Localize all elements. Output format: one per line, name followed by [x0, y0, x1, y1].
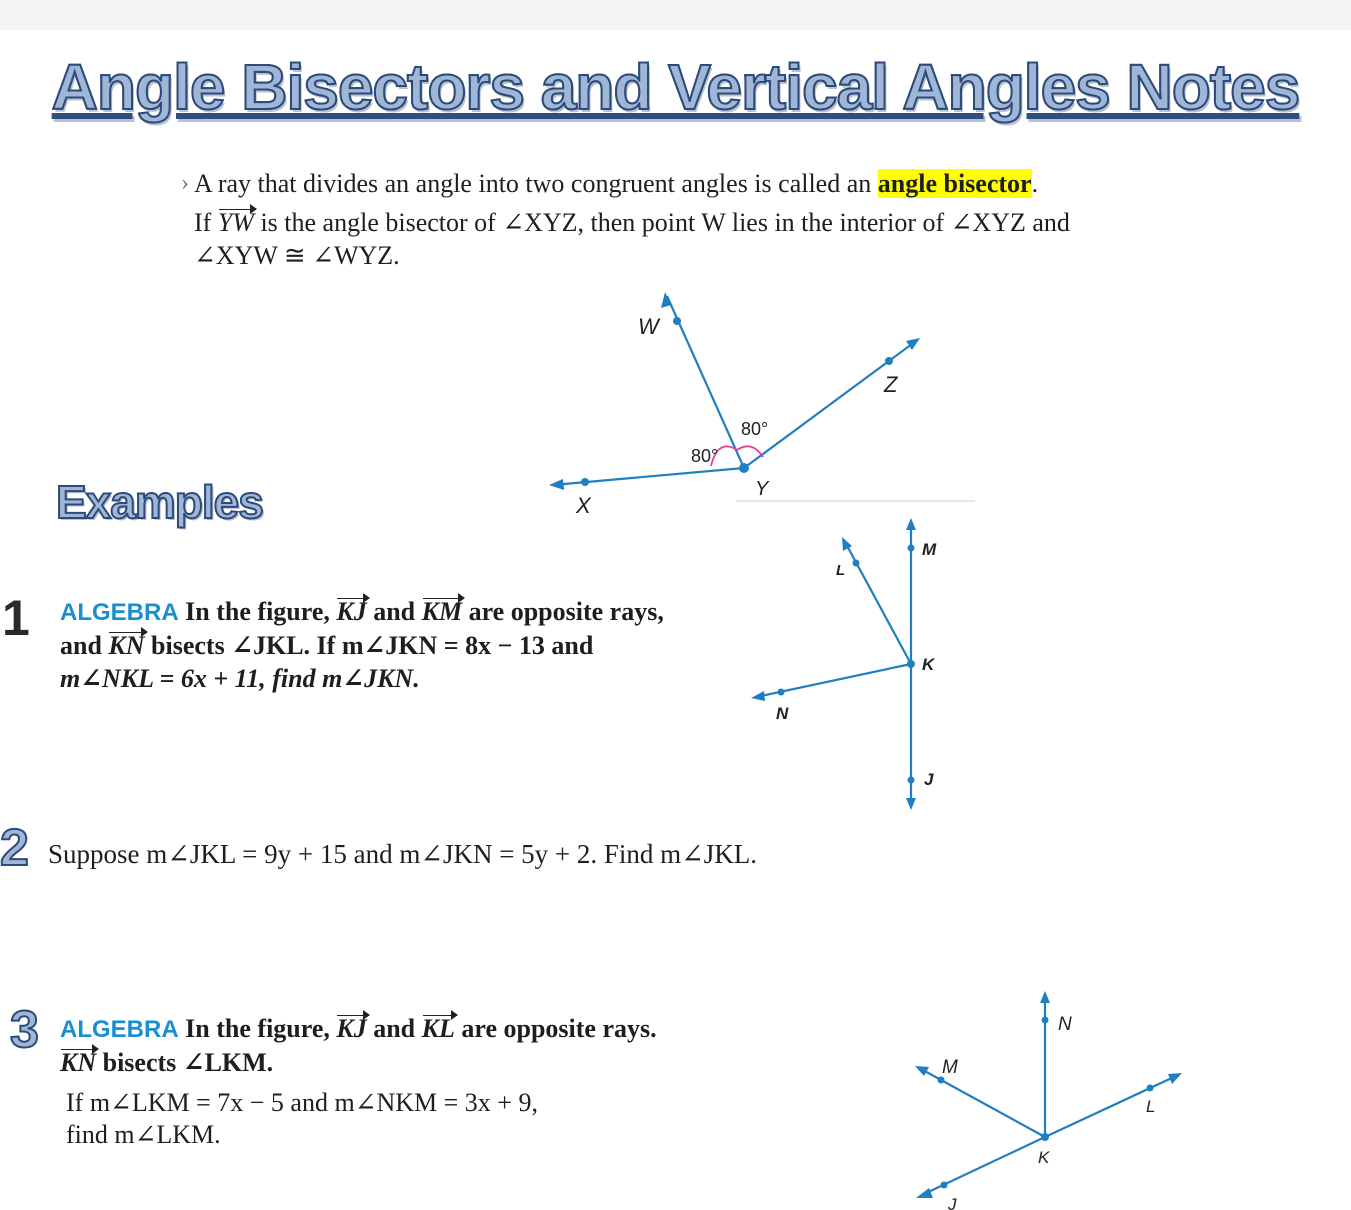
ex3-line3: If m∠LKM = 7x − 5 and m∠NKM = 3x + 9, [66, 1088, 538, 1117]
arrowhead-m [906, 518, 916, 530]
point-l [853, 560, 860, 567]
ex1-text-f: m∠NKL = 6x + 11, find m∠JKN. [60, 664, 420, 693]
bisector-figure [540, 280, 980, 520]
point-k [907, 660, 915, 668]
ex3-text-b: and [366, 1014, 422, 1043]
ex3-text-d: bisects ∠LKM. [96, 1048, 274, 1077]
label-y: Y [755, 478, 769, 500]
angle-label-right: 80° [741, 419, 769, 439]
label-k: K [922, 655, 935, 674]
ray-km: KM [421, 597, 463, 626]
ex1-text-e: bisects ∠JKL. If m∠JKN = 8x − 13 and [144, 631, 594, 660]
example-number-2: 2 [0, 819, 29, 877]
ex3-text-c: are opposite rays. [454, 1014, 657, 1043]
label-w: W [638, 314, 659, 339]
label-l: L [836, 562, 846, 579]
example-number-1: 1 [2, 590, 30, 646]
ex3-text-a: In the figure, [178, 1014, 337, 1043]
ray-kj-2: KJ [336, 1014, 367, 1043]
angle-arc [711, 446, 763, 466]
def-line2-pre: If [194, 208, 218, 237]
page-title: Angle Bisectors and Vertical Angles Notes [51, 51, 1300, 123]
point-n [778, 689, 785, 696]
label-x: X [576, 493, 591, 518]
label-j: J [924, 770, 934, 789]
example-number-3: 3 [10, 1001, 39, 1059]
example-1-figure [740, 510, 970, 820]
arrowhead-n [751, 691, 765, 701]
point-n3 [1042, 1017, 1049, 1024]
highlighted-term: angle bisector [877, 169, 1032, 198]
definition-text [194, 165, 1204, 274]
point-z [885, 357, 893, 365]
ray-kl-2: KL [421, 1014, 455, 1043]
ray-kl3-line [1045, 1076, 1176, 1137]
example-3-text [60, 1012, 760, 1079]
ex1-text-c: are opposite rays, [462, 597, 664, 626]
angle-label-left: 80° [691, 446, 719, 466]
arrowhead-x [549, 479, 564, 490]
ray-kn-2: KN [60, 1048, 97, 1077]
label-z: Z [884, 372, 898, 397]
label-n3: N [1058, 1014, 1072, 1035]
point-y [739, 463, 749, 473]
def-line1-pre: A ray that divides an angle into two congruent angles is called an [194, 169, 878, 198]
example-3-question [66, 1087, 666, 1151]
def-line3: ∠XYW ≅ ∠WYZ. [194, 241, 400, 270]
ex3-line4: find m∠LKM. [66, 1120, 221, 1149]
ray-kj3-line [922, 1137, 1045, 1195]
top-bar [0, 0, 1351, 30]
point-j [908, 777, 915, 784]
def-line1-post: . [1031, 169, 1039, 198]
example-3-figure [905, 985, 1195, 1210]
point-x [581, 478, 589, 486]
ex1-text-b: and [366, 597, 422, 626]
arrowhead-n3 [1040, 991, 1050, 1003]
label-k3: K [1038, 1148, 1050, 1167]
arrowhead-j [906, 798, 916, 810]
ray-kn: KN [108, 631, 145, 660]
point-j3 [941, 1182, 948, 1189]
point-k3 [1041, 1133, 1049, 1141]
ex1-text-a: In the figure, [178, 597, 337, 626]
label-m3: M [942, 1057, 958, 1078]
arrowhead-l3 [1168, 1073, 1182, 1084]
label-m: M [922, 540, 937, 559]
algebra-tag-2: ALGEBRA [60, 1016, 179, 1043]
def-line2-post: is the angle bisector of ∠XYZ, then point W lies in the interior of ∠XYZ and [253, 208, 1070, 237]
ray-kj: KJ [336, 597, 367, 626]
label-n: N [776, 704, 789, 723]
ray-yw: YW [217, 208, 254, 237]
example-2-text: Suppose m∠JKL = 9y + 15 and m∠JKN = 5y + 2. Find m∠JKL. [48, 839, 758, 869]
bullet-arrow-icon: › [181, 170, 189, 196]
arrowhead-l [842, 537, 852, 551]
label-j3: J [948, 1195, 957, 1210]
examples-heading: Examples [56, 476, 263, 528]
label-l3: L [1146, 1097, 1156, 1116]
example-1-text [60, 595, 760, 695]
ex1-text-d: and [60, 631, 109, 660]
point-m [908, 545, 915, 552]
arrowhead-j3 [916, 1188, 933, 1198]
point-w [673, 317, 681, 325]
point-l3 [1147, 1085, 1154, 1092]
algebra-tag: ALGEBRA [60, 599, 179, 626]
